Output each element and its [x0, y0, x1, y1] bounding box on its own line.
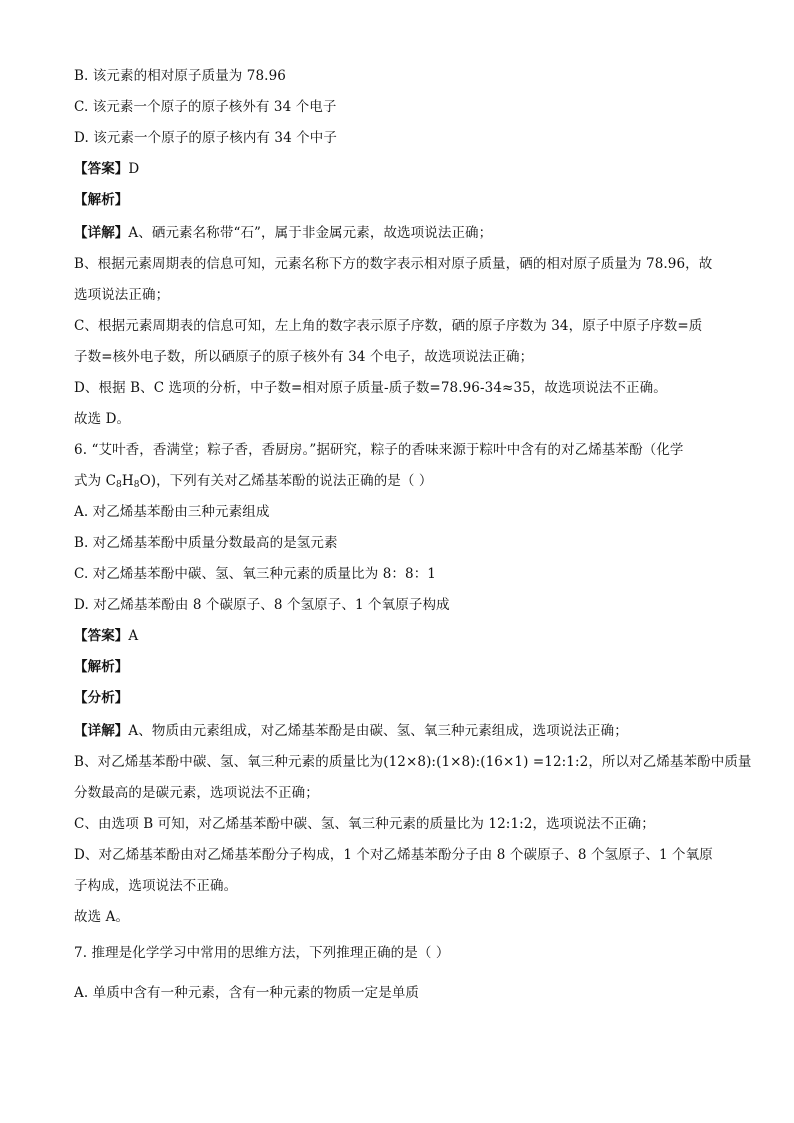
conclusion-line: 故选 A。 [74, 909, 130, 925]
detail-line: 【详解】A、硒元素名称带“石”，属于非金属元素，故选项说法正确； [74, 225, 493, 241]
option-d-line: D. 对乙烯基苯酚由 8 个碳原子、8 个氢原子、1 个氧原子构成 [74, 597, 450, 613]
option-b-line: B. 对乙烯基苯酚中质量分数最高的是氢元素 [74, 535, 338, 551]
option-a-line: A. 对乙烯基苯酚由三种元素组成 [74, 504, 270, 520]
analysis-subheading: 【分析】 [74, 690, 129, 706]
analysis-heading: 【解析】 [74, 192, 129, 208]
option-c-line: C. 对乙烯基苯酚中碳、氢、氧三种元素的质量比为 8：8：1 [74, 566, 436, 582]
explanation-line: C、根据元素周期表的信息可知，左上角的数字表示原子序数，硒的原子序数为 34，原子中原子序数=质 [74, 318, 703, 334]
conclusion-line: 故选 D。 [74, 411, 131, 427]
answer-line: 【答案】D [74, 161, 140, 177]
question-6-stem: 6. “艾叶香，香满堂；粽子香，香厨房。”据研究，粽子的香味来源于粽叶中含有的对乙烯基苯酚（化学 [74, 442, 684, 458]
explanation-line: C、由选项 B 可知，对乙烯基苯酚中碳、氢、氧三种元素的质量比为 12:1:2，选项说法不正确； [74, 816, 655, 832]
analysis-heading: 【解析】 [74, 659, 129, 675]
explanation-line: 子构成，选项说法不正确。 [74, 878, 238, 894]
question-6-stem: 式为 $C_8H_8O$)，下列有关对乙烯基苯酚的说法正确的是（ ） [74, 473, 433, 490]
explanation-line: B、根据元素周期表的信息可知，元素名称下方的数字表示相对原子质量，硒的相对原子质量为 78.96，故 [74, 256, 713, 272]
explanation-line: 子数=核外电子数，所以硒原子的原子核外有 34 个电子，故选项说法正确； [74, 349, 534, 365]
option-b-line: B. 该元素的相对原子质量为 78.96 [74, 68, 286, 84]
explanation-line: B、对乙烯基苯酚中碳、氢、氧三种元素的质量比为(12×8):(1×8):(16×1) =12:1:2，所以对乙烯基苯酚中质量 [74, 754, 752, 770]
option-d-line: D. 该元素一个原子的原子核内有 34 个中子 [74, 130, 337, 146]
detail-line: 【详解】A、物质由元素组成，对乙烯基苯酚是由碳、氢、氧三种元素组成，选项说法正确； [74, 723, 628, 739]
question-7-stem: 7. 推理是化学学习中常用的思维方法，下列推理正确的是（ ） [74, 945, 450, 961]
option-a-line: A. 单质中含有一种元素，含有一种元素的物质一定是单质 [74, 985, 420, 1001]
explanation-line: D、根据 B、C 选项的分析，中子数=相对原子质量-质子数=78.96-34≈35，故选项说法不正确。 [74, 380, 667, 396]
explanation-line: 选项说法正确； [74, 287, 170, 303]
explanation-line: 分数最高的是碳元素，选项说法不正确； [74, 785, 319, 801]
option-c-line: C. 该元素一个原子的原子核外有 34 个电子 [74, 99, 337, 115]
answer-line: 【答案】A [74, 628, 139, 644]
explanation-line: D、对乙烯基苯酚由对乙烯基苯酚分子构成，1 个对乙烯基苯酚分子由 8 个碳原子、8 个氢原子、1 个氧原 [74, 847, 713, 863]
